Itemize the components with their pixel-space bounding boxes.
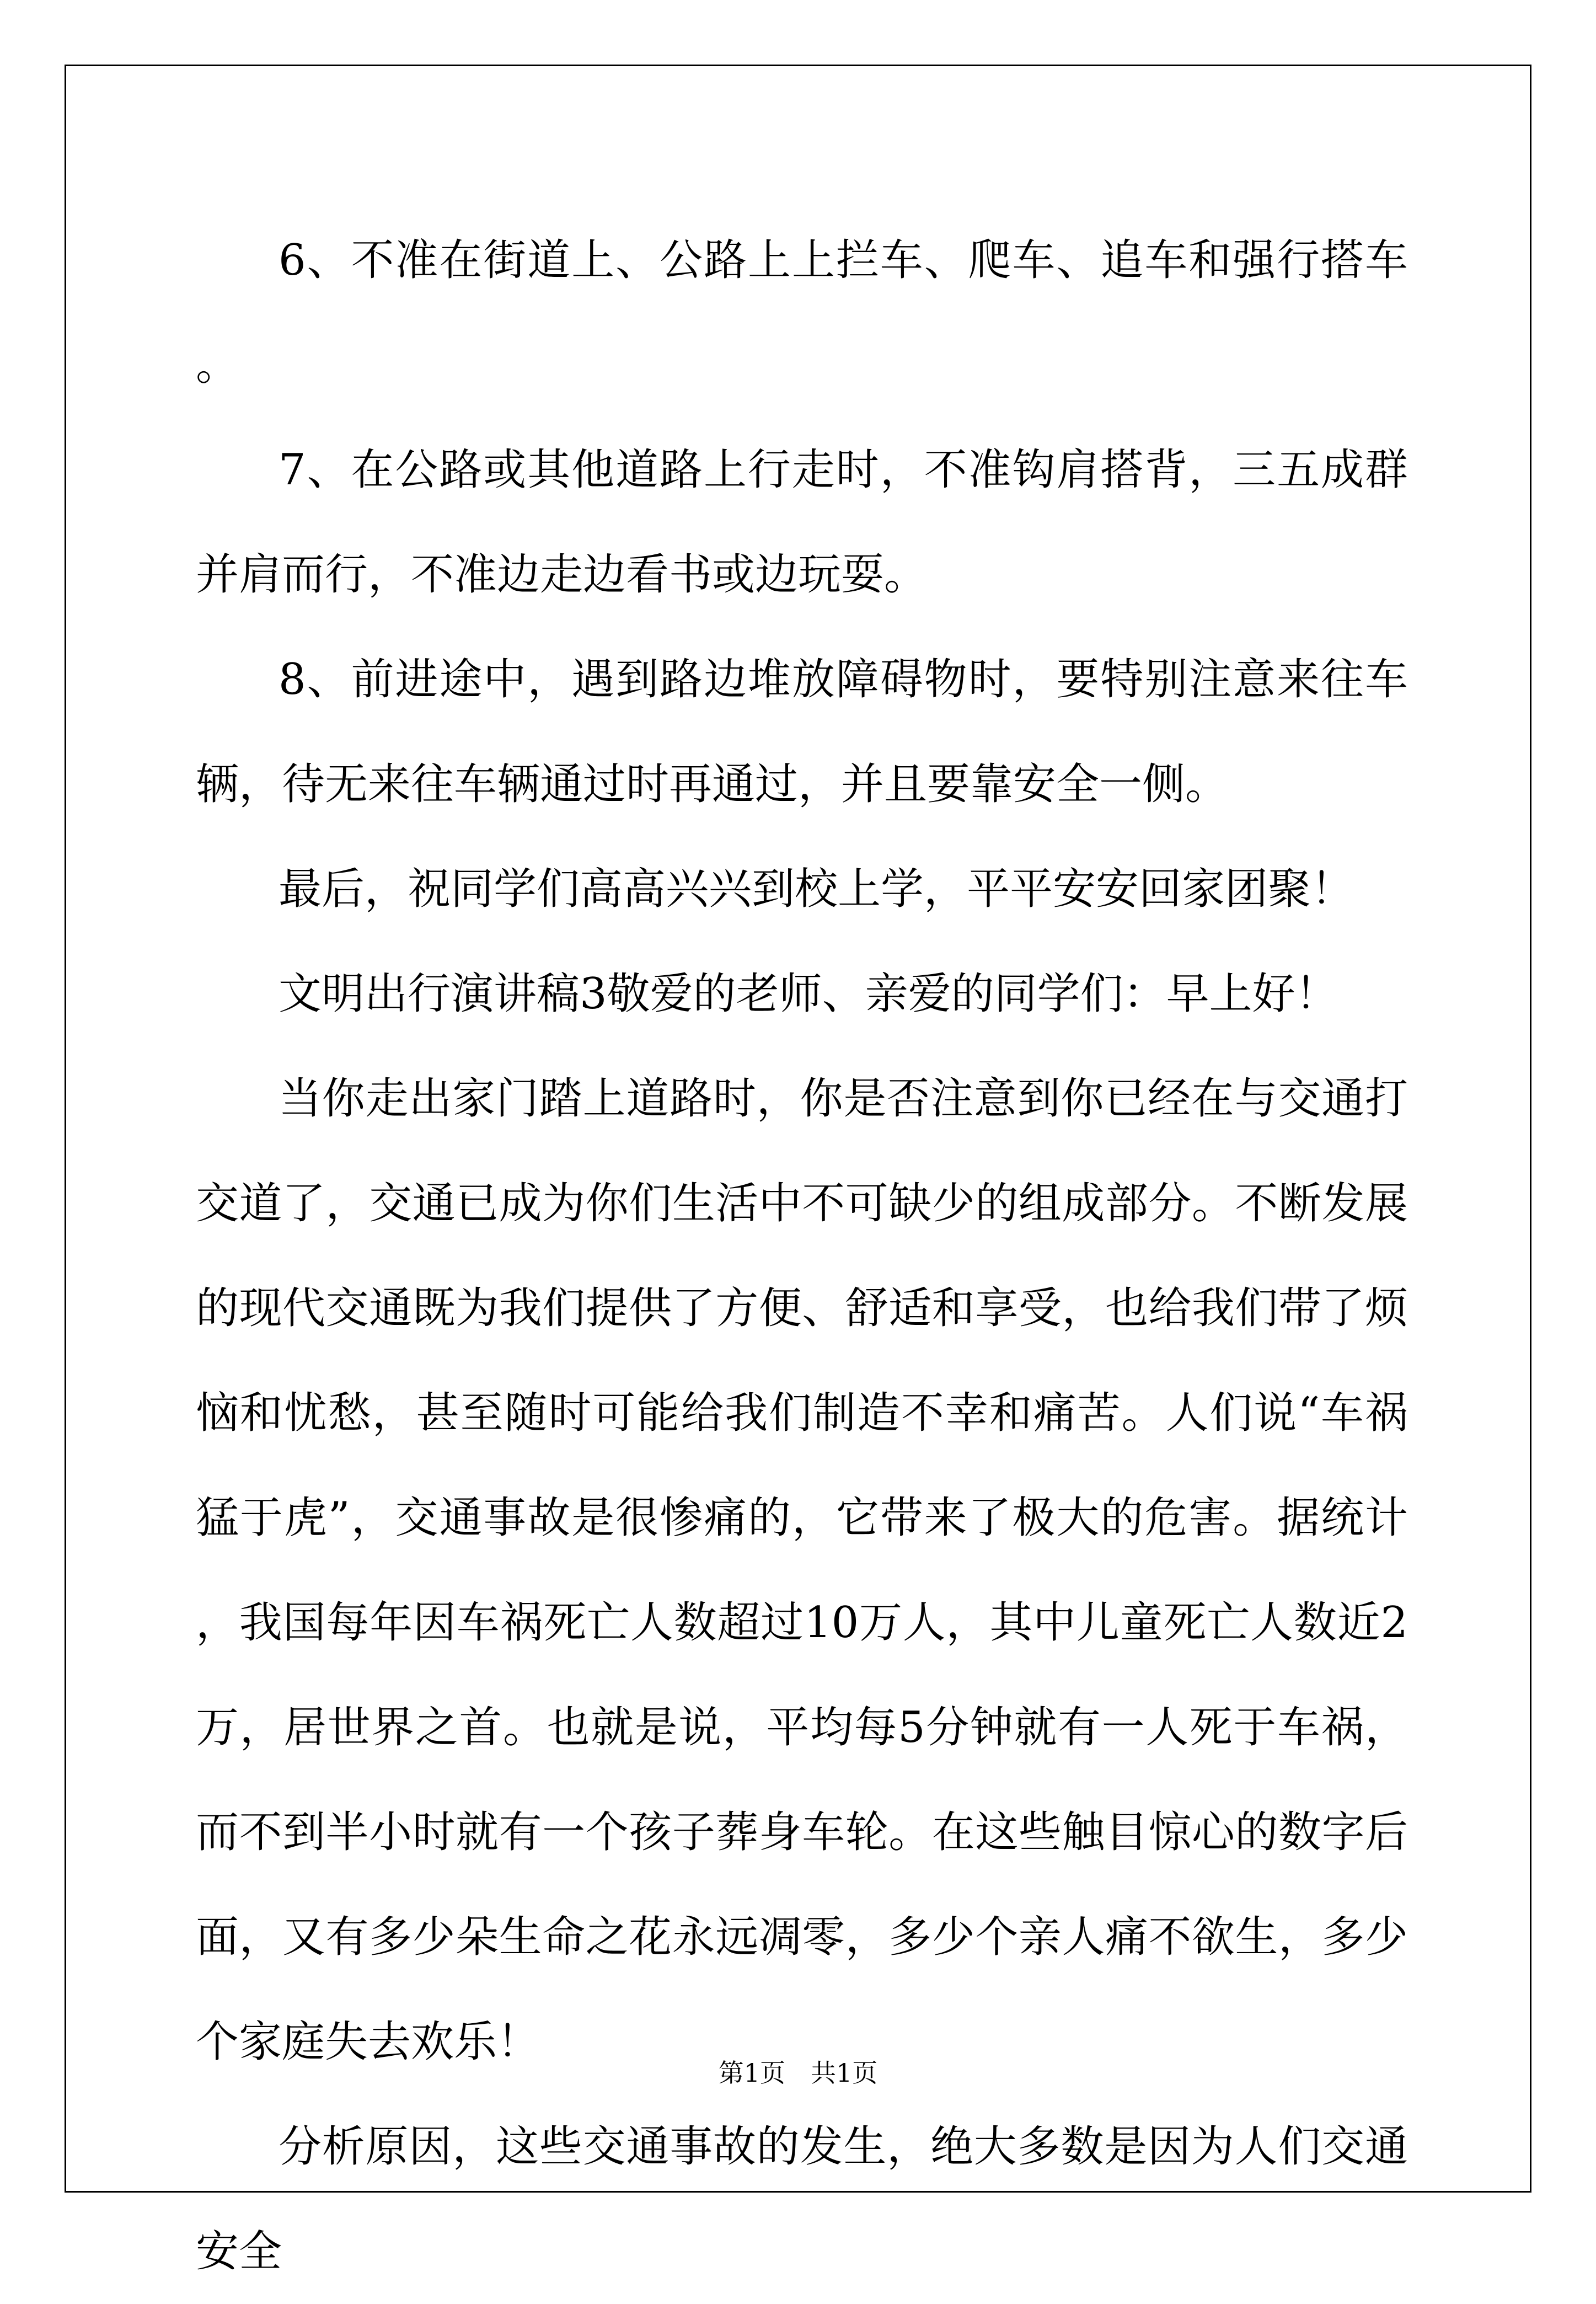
page-footer	[0, 2056, 1596, 2089]
paragraph-speech-title: 文明出行演讲稿3敬爱的老师、亲爱的同学们：早上好！	[279, 969, 1338, 1019]
paragraph-traffic-intro: 当你走出家门踏上道路时，你是否注意到你已经在与交通打交道了，交通已成为你们生活中不可缺少的组成部分。不断发展的现代交通既为我们提供了方便、舒适和享受，也给我们带了烦恼和忧愁，甚至随时可能给我们制造不幸和痛苦。人们说“车祸猛于虎”，交通事故是很惨痛的，它带来了极大的危害。据统计，我国每年因车祸死亡人数超过10万人，其中儿童死亡人数近2万，居世界之首。也就是说，平均每5分钟就有一人死于车祸，而不到半小时就有一个孩子葬身车轮。在这些触目惊心的数字后面，又有多少朵生命之花永远凋零，多少个亲人痛不欲生，多少个家庭失去欢乐！	[196, 1074, 1408, 2067]
paragraph-closing: 最后，祝同学们高高兴兴到校上学，平平安安回家团聚！	[279, 864, 1354, 914]
document-body	[196, 208, 1408, 2304]
paragraph-8: 8、前进途中，遇到路边堆放障碍物时，要特别注意来往车辆，待无来往车辆通过时再通过，并且要靠安全一侧。	[196, 655, 1408, 809]
paragraph-analysis: 分析原因，这些交通事故的发生，绝大多数是因为人们交通安全	[196, 2122, 1408, 2276]
paragraph-6: 6、不准在街道上、公路上上拦车、爬车、追车和强行搭车。	[196, 236, 1408, 390]
paragraph-7: 7、在公路或其他道路上行走时，不准钩肩搭背，三五成群并肩而行，不准边走边看书或边玩耍。	[196, 445, 1408, 600]
page-number: 第1页 共1页	[718, 2058, 878, 2088]
